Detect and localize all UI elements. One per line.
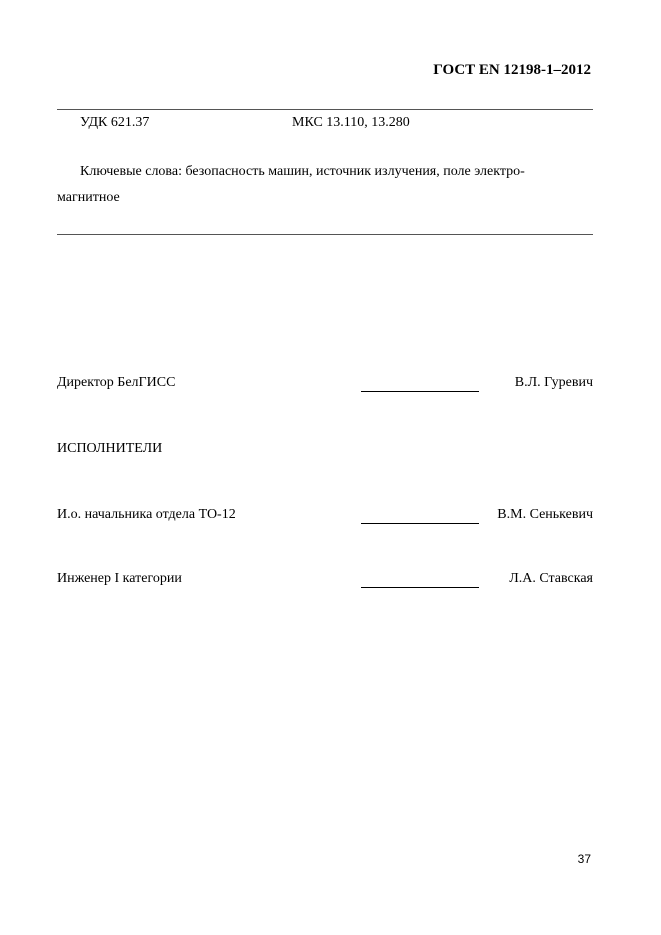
performer-title: И.о. начальника отдела ТО-12 — [57, 507, 236, 522]
director-title: Директор БелГИСС — [57, 375, 176, 390]
udk-code: УДК 621.37 — [80, 115, 150, 130]
standard-title: ГОСТ EN 12198-1–2012 — [433, 62, 591, 78]
signature-line — [361, 523, 479, 524]
signature-line — [361, 587, 479, 588]
keywords-paragraph — [57, 159, 593, 211]
mks-code: МКС 13.110, 13.280 — [292, 115, 410, 130]
performer-signature-row — [57, 571, 593, 591]
keywords-line-2: магнитное — [57, 190, 120, 205]
performer-name: В.М. Сенькевич — [497, 507, 593, 522]
signature-line — [361, 391, 479, 392]
performers-heading: ИСПОЛНИТЕЛИ — [57, 441, 163, 456]
performer-signature-row — [57, 507, 593, 527]
performer-name: Л.А. Ставская — [509, 571, 593, 586]
top-divider — [57, 109, 593, 110]
page-number: 37 — [577, 852, 591, 866]
director-name: В.Л. Гуревич — [514, 375, 593, 390]
performer-title: Инженер I категории — [57, 571, 182, 586]
director-signature-row — [57, 375, 593, 395]
keywords-line-1: Ключевые слова: безопасность машин, источник излучения, поле электро- — [80, 164, 525, 179]
bottom-divider — [57, 234, 593, 235]
